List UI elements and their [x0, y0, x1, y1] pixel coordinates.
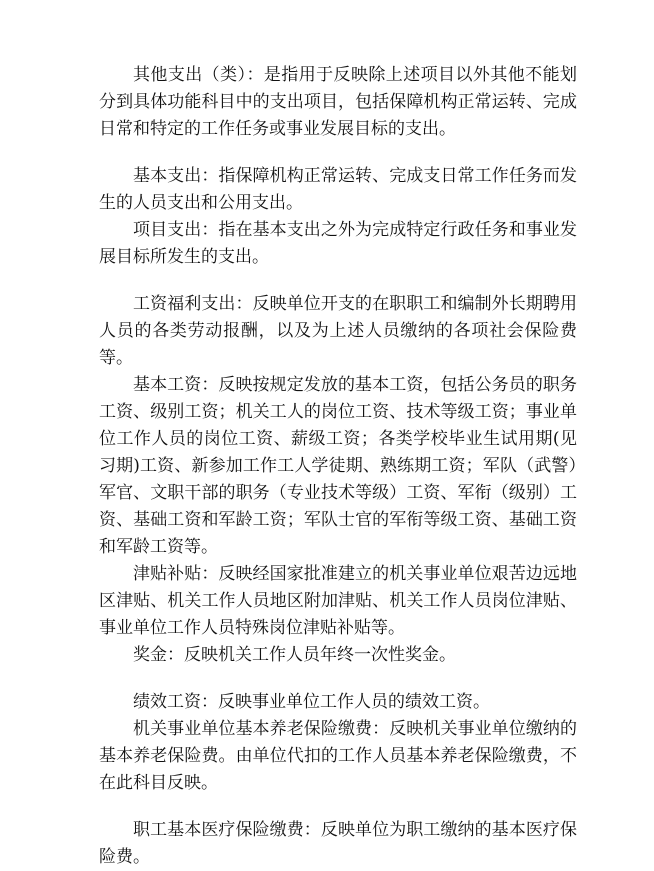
paragraph-medical-insurance: 职工基本医疗保险缴费：反映单位为职工缴纳的基本医疗保险费。: [99, 820, 577, 867]
paragraph-spacer: [99, 797, 577, 817]
paragraph-bonus: 奖金：反映机关工作人员年终一次性奖金。: [133, 645, 456, 665]
paragraph-performance-wage: 绩效工资：反映事业单位工作人员的绩效工资。: [133, 692, 490, 712]
paragraph-pension-insurance: 机关事业单位基本养老保险缴费：反映机关事业单位缴纳的基本养老保险费。由单位代扣的工作人员基本养老保险缴费，不在此科目反映。: [99, 719, 577, 793]
paragraph-basic-expenditure: 基本支出：指保障机构正常运转、完成支日常工作任务而发生的人员支出和公用支出。: [99, 166, 577, 213]
paragraph-allowance: 津贴补贴：反映经国家批准建立的机关事业单位艰苦边远地区津贴、机关工作人员地区附加津贴、机关工作人员岗位津贴、事业单位工作人员特殊岗位津贴补贴等。: [99, 564, 577, 638]
document-body: [99, 62, 577, 871]
paragraph-wage-welfare: 工资福利支出：反映单位开支的在职职工和编制外长期聘用人员的各类劳动报酬，以及为上述人员缴纳的各项社会保险费等。: [99, 294, 577, 368]
paragraph-spacer: [99, 669, 577, 689]
paragraph-other-expenditure: 其他支出（类）：是指用于反映除上述项目以外其他不能划分到具体功能科目中的支出项目，包括保障机构正常运转、完成日常和特定的工作任务或事业发展目标的支出。: [99, 65, 577, 139]
paragraph-basic-wage: 基本工资：反映按规定发放的基本工资，包括公务员的职务工资、级别工资；机关工人的岗位工资、技术等级工资；事业单位工作人员的岗位工资、薪级工资；各类学校毕业生试用期(见习期)工资、新参加工作工人学徒期、熟练期工资；军队（武警）军官、文职干部的职务（专业技术等级）工资、军衔（级别）工资、基础工资和军龄工资；军队士官的军衔等级工资、基础工资和军龄工资等。: [99, 375, 577, 557]
paragraph-spacer: [99, 143, 577, 163]
paragraph-spacer: [99, 271, 577, 291]
paragraph-project-expenditure: 项目支出：指在基本支出之外为完成特定行政任务和事业发展目标所发生的支出。: [99, 220, 577, 267]
